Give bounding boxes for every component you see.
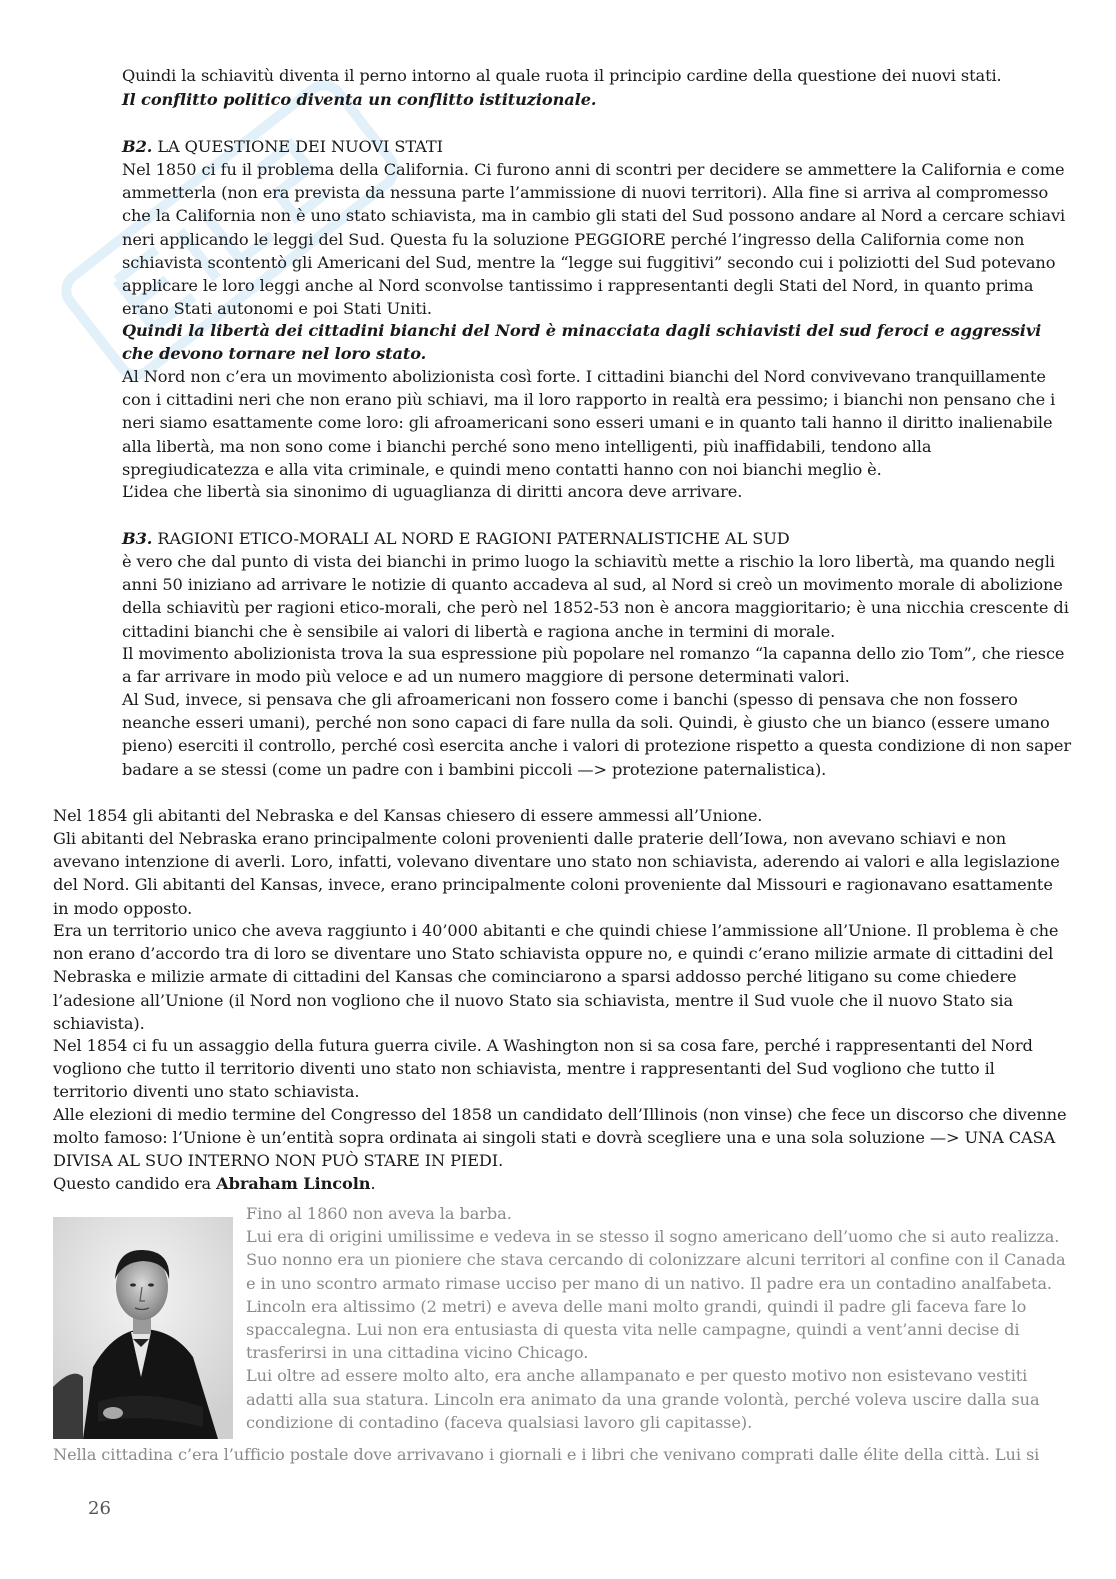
body-paragraph-6 bbox=[53, 1172, 1073, 1195]
body-paragraph-4: Nel 1854 ci fu un assaggio della futura guerra civile. A Washington non si sa cosa fare, perché i rappresentanti del Nord vogliono che tutto il territorio diventi uno stato non schiavista, mentre i rappresentanti del Sud vogliono che tutto il territorio diventi uno stato schiavista. bbox=[53, 1036, 1033, 1102]
caption-line-3: Suo nonno era un pioniere che stava cercando di colonizzare alcuni territori al confine con il Canada e in uno scontro armato rimase ucciso per mano di un nativo. Il padre era un contadino analfabeta. Lincoln era altissimo (2 metri) e aveva delle mani molto grandi, quindi il padre gli faceva fare lo spaccalegna. Lui non era entusiasta di questa vita nelle campagne, quindi a vent’anni decise di trasferirsi in una cittadina vicino Chicago. bbox=[246, 1250, 1066, 1363]
body-paragraph-1: Nel 1854 gli abitanti del Nebraska e del Kansas chiesero di essere ammessi all’Unione. bbox=[53, 806, 763, 825]
portrait-caption bbox=[246, 1202, 1076, 1434]
b3-paragraph-2: Il movimento abolizionista trova la sua espressione più popolare nel romanzo “la capanna dello zio Tom”, che riesce a far arrivare in modo più veloce e ad un numero maggiore di persone determinati valori. bbox=[122, 644, 1065, 687]
section-b3-number: B3. bbox=[122, 529, 153, 548]
section-b2-title: LA QUESTIONE DEI NUOVI STATI bbox=[152, 137, 443, 156]
caption-line-1: Fino al 1860 non aveva la barba. bbox=[246, 1204, 512, 1223]
b2-emphasis: Quindi la libertà dei cittadini bianchi del Nord è minacciata dagli schiavisti del sud feroci e aggressivi che devono tornare nel loro stato. bbox=[122, 321, 1042, 364]
page-number: 26 bbox=[88, 1498, 111, 1519]
lincoln-portrait bbox=[53, 1217, 233, 1439]
section-b3-heading bbox=[122, 527, 1072, 550]
candidate-intro: Questo candido era bbox=[53, 1174, 217, 1193]
body-paragraph-5: Alle elezioni di medio termine del Congresso del 1858 un candidato dell’Illinois (non vinse) che fece un discorso che divenne molto famoso: l’Unione è un’entità sopra ordinata ai singoli stati e dovrà scegliere una e una sola soluzione —> UNA CASA DIVISA AL SUO INTERNO NON PUÒ STARE IN PIEDI. bbox=[53, 1105, 1067, 1171]
section-b3-title: RAGIONI ETICO-MORALI AL NORD E RAGIONI PATERNALISTICHE AL SUD bbox=[152, 529, 790, 548]
candidate-name: Abraham Lincoln bbox=[216, 1174, 371, 1193]
intro-text: Quindi la schiavitù diventa il perno intorno al quale ruota il principio cardine della questione dei nuovi stati. bbox=[122, 66, 1002, 85]
b3-paragraph-3: Al Sud, invece, si pensava che gli afroamericani non fossero come i banchi (spesso di pensava che non fossero neanche esseri umani), perché non sono capaci di fare nulla da soli. Quindi, è giusto che un bianco (essere umano pieno) eserciti il controllo, perché così esercita anche i valori di protezione rispetto a questa condizione di non saper badare a se stessi (come un padre con i bambini piccoli —> protezione paternalistica). bbox=[122, 690, 1072, 779]
body-paragraph-3: Era un territorio unico che aveva raggiunto i 40’000 abitanti e che quindi chiese l’ammissione all’Unione. Il problema è che non erano d’accordo tra di loro se diventare uno Stato schiavista oppure no, e quindi c’erano milizie armate di cittadini del Nebraska e milizie armate di cittadini del Kansas che cominciarono a sparsi addosso perché litigano su come chiedere l’adesione all’Unione (il Nord non vogliono che il nuovo Stato sia schiavista, mentre il Sud vuole che il nuovo Stato sia schiavista). bbox=[53, 921, 1059, 1033]
caption-line-2: Lui era di origini umilissime e vedeva in se stesso il sogno americano dell’uomo che si auto realizza. bbox=[246, 1227, 1060, 1247]
body-paragraph-2: Gli abitanti del Nebraska erano principalmente coloni provenienti dalle praterie dell’Iowa, non avevano schiavi e non avevano intenzione di averli. Loro, infatti, volevano diventare uno stato non schiavista, aderendo ai valori e alla legislazione del Nord. Gli abitanti del Kansas, invece, erano principalmente coloni proveniente dal Missouri e ragionavano esattamente in modo opposto. bbox=[53, 829, 1060, 918]
caption-line-4: Lui oltre ad essere molto alto, era anche allampanato e per questo motivo non esistevano vestiti adatti alla sua statura. Lincoln era animato da una grande volontà, perché voleva uscire dalla sua condizione di contadino (faceva qualsiasi lavoro gli capitasse). bbox=[246, 1366, 1040, 1432]
footer-continuation: Nella cittadina c’era l’ufficio postale dove arrivavano i giornali e i libri che venivano comprati dalle élite della città. Lui si bbox=[53, 1445, 1040, 1464]
candidate-period: . bbox=[370, 1174, 376, 1193]
b2-paragraph-2: Al Nord non c’era un movimento abolizionista così forte. I cittadini bianchi del Nord convivevano tranquillamente con i cittadini neri che non erano più schiavi, ma il loro rapporto in realtà era pessimo; i bianchi non pensano che i neri siamo esattamente come loro: gli afroamericani sono esseri umani e in quanto tali hanno il diritto inalienabile alla libertà, ma non sono come i bianchi perché sono meno intelligenti, più inaffidabili, tendono alla spregiudicatezza e alla vita criminale, e quindi meno contatti hanno con noi bianchi meglio è. bbox=[122, 367, 1056, 479]
section-b2-number: B2. bbox=[122, 137, 153, 156]
b2-paragraph-1: Nel 1850 ci fu il problema della California. Ci furono anni di scontri per decidere se ammettere la California e come ammetterla (non era prevista da nessuna parte l’ammissione di nuovi territori). Alla fine si arriva al compromesso che la California non è uno stato schiavista, ma in cambio gli stati del Sud possono andare al Nord a cercare schiavi neri applicando le leggi del Sud. Questa fu la soluzione PEGGIORE perché l’ingresso della California come non schiavista scontentò gli Americani del Sud, mentre la “legge sui fuggitivi” secondo cui i poliziotti del Sud potevano applicare le loro leggi anche al Nord sconvolse tantissimo i rappresentanti degli Stati del Nord, in quanto prima erano Stati autonomi e poi Stati Uniti. bbox=[122, 160, 1066, 319]
b2-paragraph-3: L’idea che libertà sia sinonimo di uguaglianza di diritti ancora deve arrivare. bbox=[122, 482, 743, 501]
intro-emphasis: Il conflitto politico diventa un conflitto istituzionale. bbox=[122, 90, 597, 109]
section-b2-heading bbox=[122, 135, 1072, 158]
b3-paragraph-1: è vero che dal punto di vista dei bianchi in primo luogo la schiavitù mette a rischio la loro libertà, ma quando negli anni 50 iniziano ad arrivare le notizie di quanto accadeva al sud, al Nord si creò un movimento morale di abolizione della schiavitù per ragioni etico-morali, che però nel 1852-53 non è ancora maggioritario; è una nicchia crescente di cittadini bianchi che è sensibile ai valori di libertà e ragiona anche in termini di morale. bbox=[122, 552, 1069, 641]
